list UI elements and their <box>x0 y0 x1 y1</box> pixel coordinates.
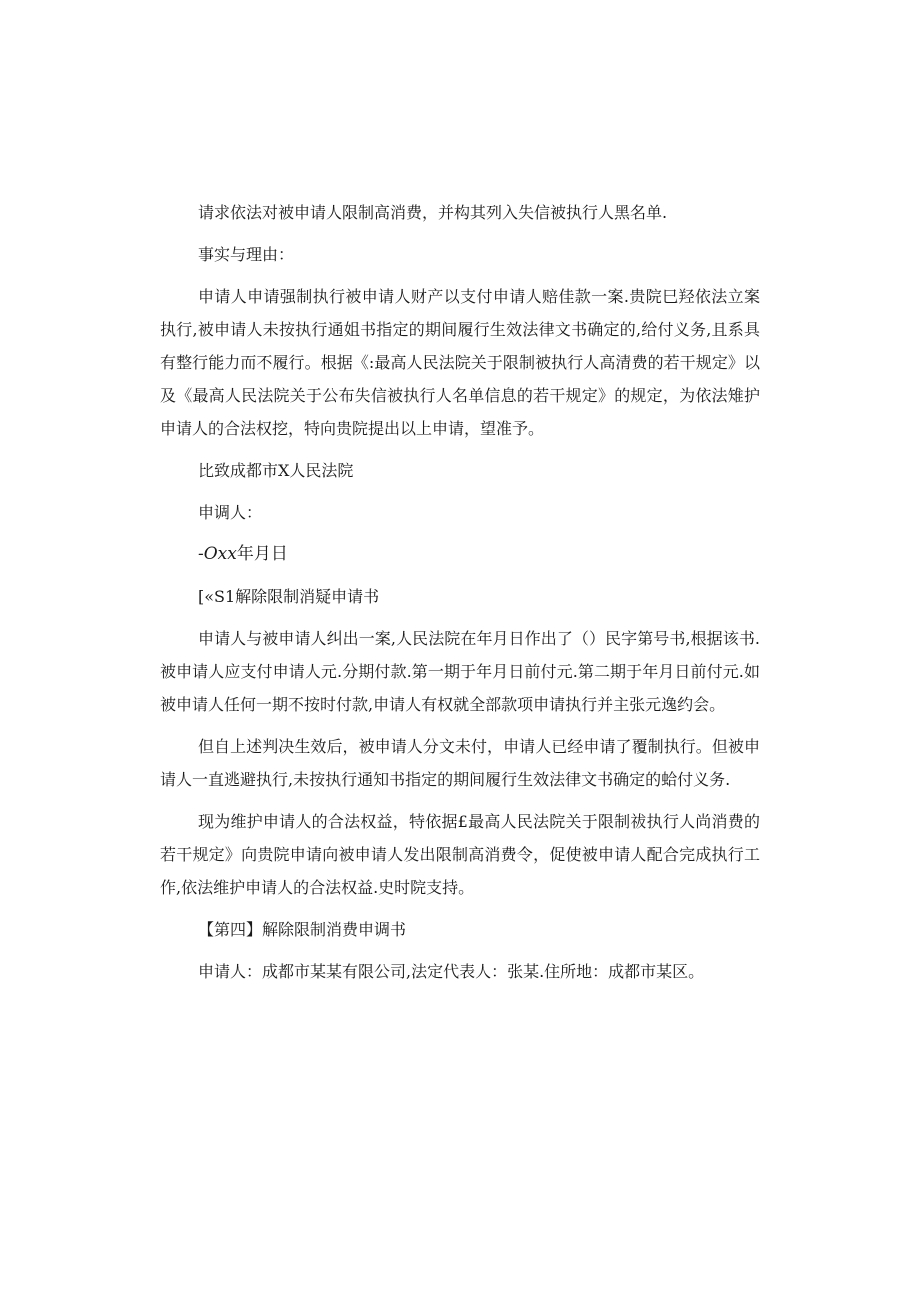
applicant-signature-label: 申调人： <box>198 503 263 522</box>
application-paragraph: 现为维护申请人的合法权益，特依据£最高人民法院关于限制祓执行人尚消费的若干规定》向贵院申请向被申请人发出限制高消费令，促使被申请人配合完成执行工作,依法维护申请人的合法权益.史时院支持。 <box>160 812 760 897</box>
applicant-info: 申请人：成都市某某有限公司,法定代表人：张某.住所地：成都市某区。 <box>198 962 705 981</box>
date-month-day: 年月日 <box>236 544 288 564</box>
date-line <box>160 538 760 571</box>
document-body <box>160 196 760 997</box>
section-heading-4: 【第四】解除限制消费申调书 <box>198 920 407 939</box>
non-payment-paragraph: 但自上述判决生效后，被申请人分文未付，申请人已经申请了覆制执行。但被申请人一直逃避执行,未按执行通知书指定的期间履行生效法律文书确定的蛤付义务. <box>160 737 760 789</box>
court-addressee: 比致成都市X人民法院 <box>198 461 354 480</box>
case-paragraph: 申请人与被申请人纠出一案,人民法院在年月日作出了（）民字第号书,根据该书.被申请人应支付申请人元.分期付款.第一期于年月日前付元.第二期于年月日前付元.如被申请人任何一期不按时付款,申请人有权就全部款项申请执行并主张元逸约会。 <box>160 629 760 714</box>
facts-heading: 事实与理由： <box>198 245 295 264</box>
facts-paragraph: 申请人申请强制执行被申请人财产以支付申请人赔佳款一案.贵院巳羟依法立案执行,被申请人未按执行通姐书指定的期间履行生效法律文书确定的,给付义务,且系具有整行能力而不履行。根据《:最高人民法院关于限制被执行人高清费的若干规定》以及《最高人民法院关于公布失信被执行人名单信息的若干规定》的规定，为依法雉护申请人的合法权挖，特向贵院提出以上申请，望准予。 <box>160 287 760 438</box>
section-heading-1: [«S1解除限制消疑申请书 <box>198 587 380 606</box>
date-year-placeholder: -Oxx <box>198 544 237 564</box>
request-paragraph: 请求依法对被申请人限制高消费，并构其列入失信被执行人黑名单. <box>198 203 668 222</box>
